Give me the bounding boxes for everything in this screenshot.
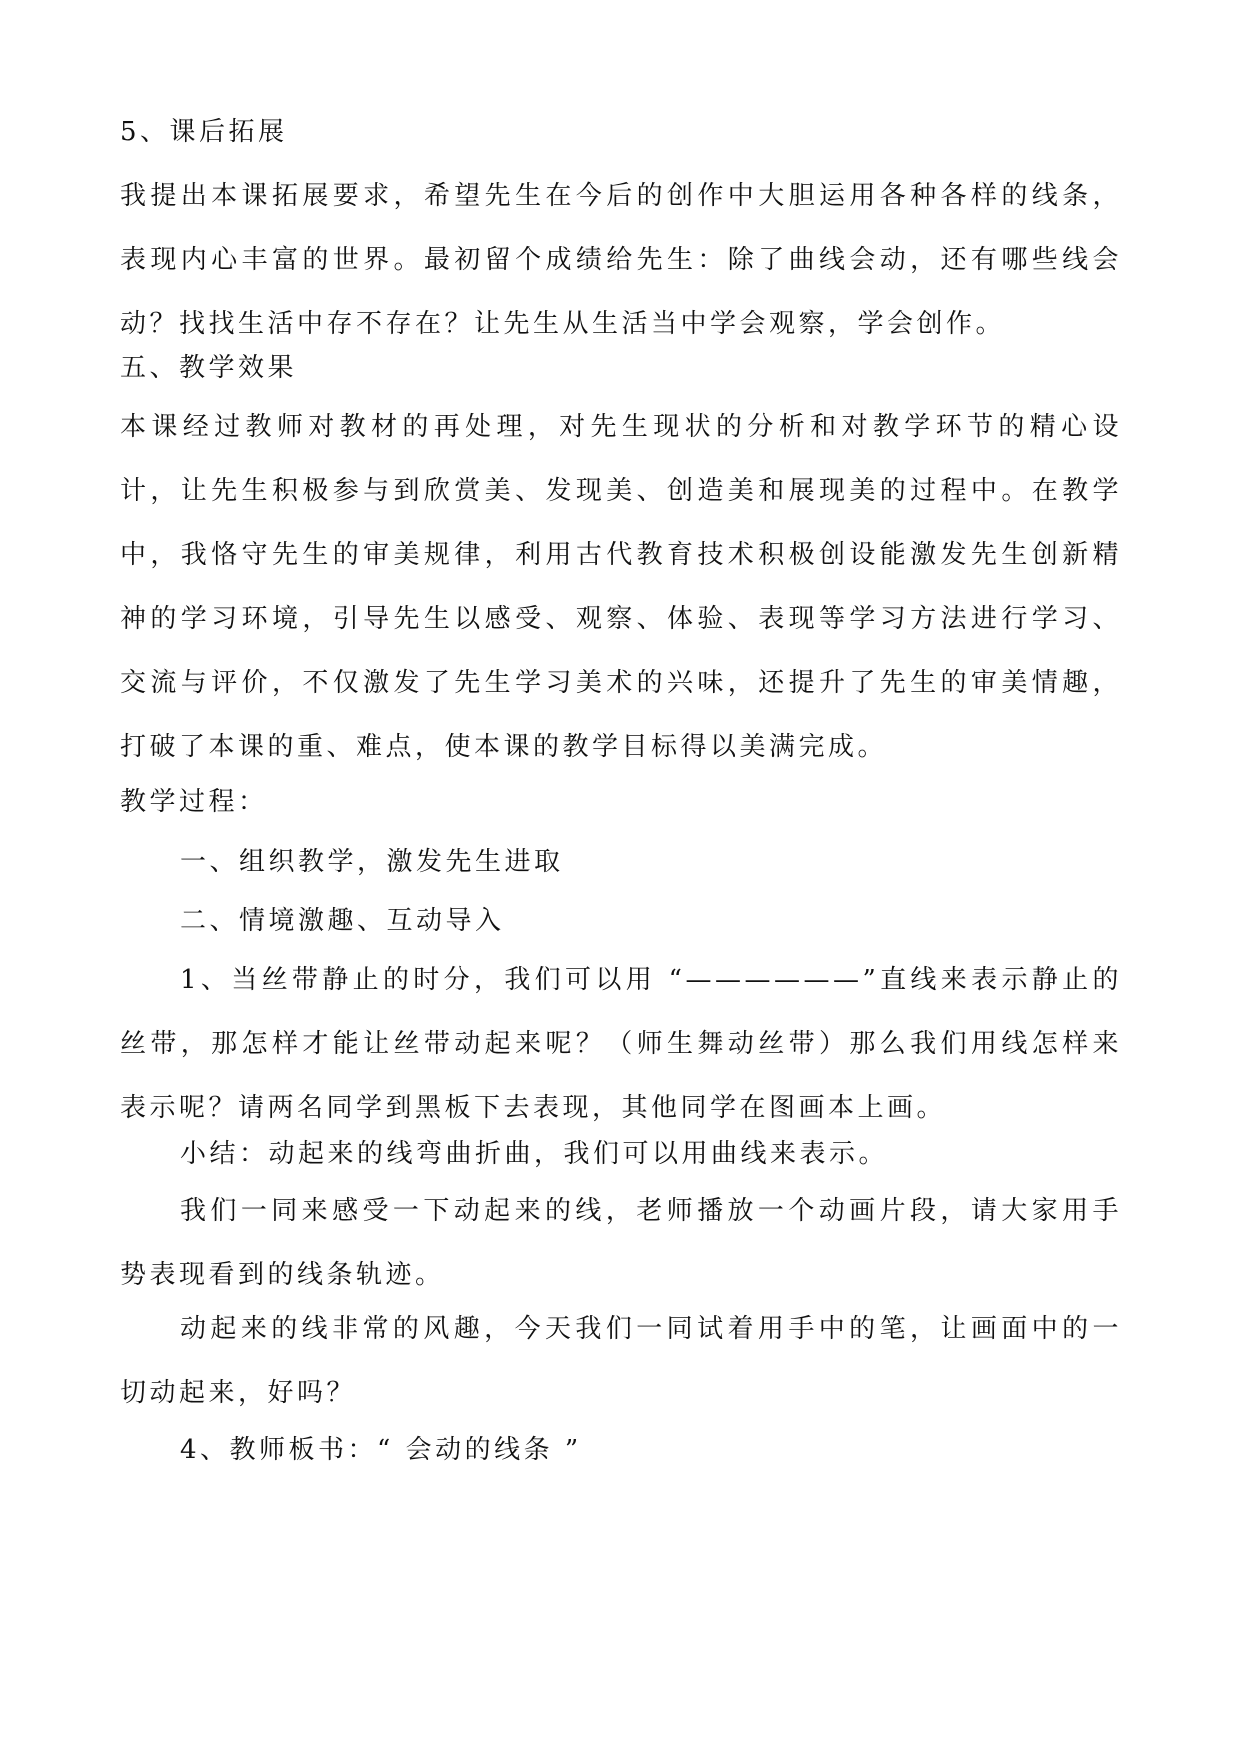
section-5-heading: 5、课后拓展 <box>120 117 288 147</box>
teaching-step-2: 二、情境激趣、互动导入 <box>180 906 505 936</box>
teaching-step-1: 一、组织教学，激发先生进取 <box>180 847 564 877</box>
teaching-process-heading: 教学过程： <box>120 787 268 817</box>
section-5-paragraph: 我提出本课拓展要求，希望先生在今后的创作中大胆运用各种各样的线条，表现内心丰富的世界。最初留个成绩给先生：除了曲线会动，还有哪些线会动？找找生活中存不存在？让先生从生活当中学会观察，学会创作。 <box>120 181 1122 339</box>
summary-paragraph: 小结：动起来的线弯曲折曲，我们可以用曲线来表示。 <box>180 1139 889 1169</box>
section-five-heading: 五、教学效果 <box>120 353 298 383</box>
item-4-paragraph: 4、教师板书：“ 会动的线条 ” <box>180 1435 582 1465</box>
item-1-paragraph: 1、当丝带静止的时分，我们可以用 “——————”直线来表示静止的丝带，那怎样才能让丝带动起来呢？（师生舞动丝带）那么我们用线怎样来表示呢？请两名同学到黑板下去表现，其他同学在图画本上画。 <box>120 965 1122 1123</box>
fun-paragraph: 动起来的线非常的风趣，今天我们一同试着用手中的笔，让画面中的一切动起来，好吗？ <box>120 1314 1122 1408</box>
section-five-paragraph: 本课经过教师对教材的再处理，对先生现状的分析和对教学环节的精心设计，让先生积极参与到欣赏美、发现美、创造美和展现美的过程中。在教学中，我恪守先生的审美规律，利用古代教育技术积极创设能激发先生创新精神的学习环境，引导先生以感受、观察、体验、表现等学习方法进行学习、交流与评价，不仅激发了先生学习美术的兴味，还提升了先生的审美情趣，打破了本课的重、难点，使本课的教学目标得以美满完成。 <box>120 412 1122 762</box>
experience-paragraph: 我们一同来感受一下动起来的线，老师播放一个动画片段，请大家用手势表现看到的线条轨迹。 <box>120 1196 1122 1290</box>
